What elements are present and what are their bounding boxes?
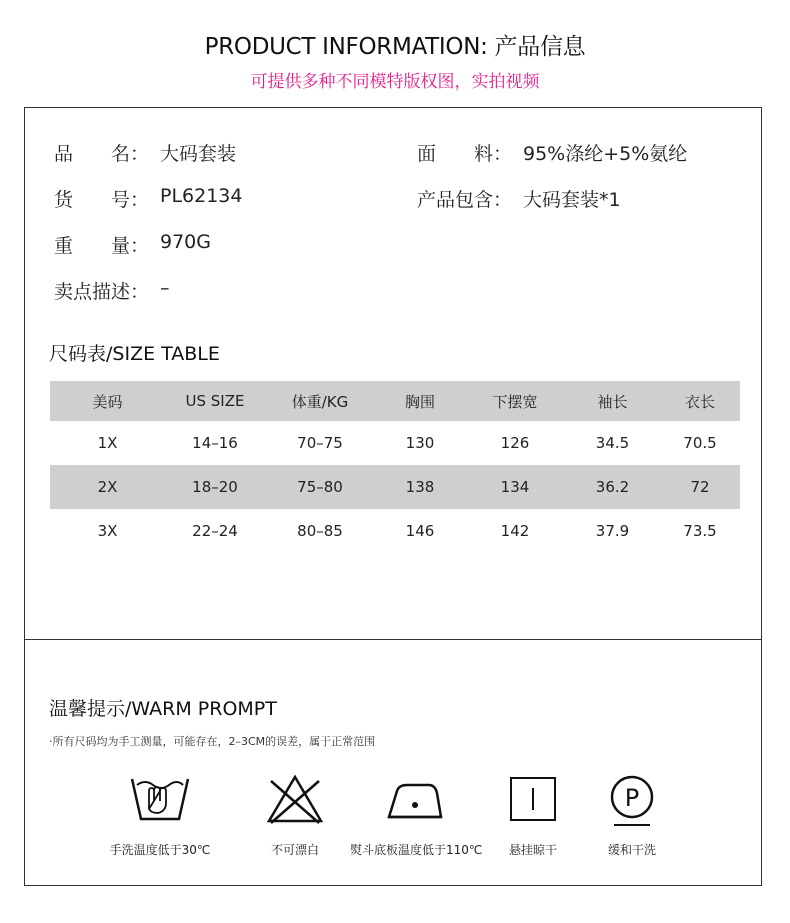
warm-prompt-title: 温馨提示/WARM PROMPT bbox=[49, 698, 277, 720]
info-fabric-row bbox=[417, 139, 688, 166]
info-contents-row bbox=[417, 185, 621, 212]
care-label: 悬挂晾干 bbox=[508, 843, 557, 857]
care-label: 熨斗底板温度低于110℃ bbox=[350, 843, 483, 857]
info-weight-value: 970G bbox=[160, 231, 211, 253]
iron-icon bbox=[385, 773, 445, 825]
care-item-iron bbox=[350, 773, 483, 858]
care-item-hand-wash bbox=[95, 773, 225, 858]
size-table bbox=[50, 381, 740, 553]
section-divider bbox=[25, 639, 761, 640]
table-cell: 18–20 bbox=[192, 478, 238, 496]
size-table-header-cell: 胸围 bbox=[404, 392, 435, 411]
size-table-header-cell: 下摆宽 bbox=[492, 392, 538, 411]
size-table-header-cell: 美码 bbox=[92, 392, 123, 411]
size-table-header-row bbox=[50, 381, 740, 421]
svg-text:P: P bbox=[624, 784, 640, 812]
size-table-header-cell: US SIZE bbox=[185, 392, 245, 410]
page-title: PRODUCT INFORMATION: 产品信息 bbox=[204, 34, 586, 60]
size-table-header-cell: 衣长 bbox=[684, 392, 715, 411]
table-cell: 146 bbox=[405, 522, 435, 540]
table-cell: 138 bbox=[405, 478, 435, 496]
measurement-note: ·所有尺码均为手工测量，可能存在，2–3CM的误差，属于正常范围 bbox=[49, 735, 376, 748]
table-cell: 80–85 bbox=[297, 522, 343, 540]
table-cell: 70.5 bbox=[683, 434, 717, 452]
size-table-title: 尺码表/SIZE TABLE bbox=[49, 343, 220, 365]
size-table-header-cell: 袖长 bbox=[597, 392, 628, 411]
line-dry-icon bbox=[507, 773, 559, 825]
table-cell: 36.2 bbox=[595, 478, 630, 496]
info-name-value: 大码套装 bbox=[160, 143, 237, 165]
table-cell: 75–80 bbox=[297, 478, 343, 496]
info-selling-value: – bbox=[160, 277, 170, 299]
info-weight-label: 重 量： bbox=[54, 235, 150, 257]
table-cell: 2X bbox=[97, 478, 118, 496]
table-cell: 130 bbox=[405, 434, 435, 452]
hand-wash-icon bbox=[127, 773, 193, 825]
table-row bbox=[50, 465, 740, 509]
info-item-no-label: 货 号： bbox=[54, 189, 150, 211]
info-contents-value: 大码套装*1 bbox=[523, 189, 621, 211]
size-table-header-cell: 体重/KG bbox=[291, 392, 349, 411]
table-cell: 73.5 bbox=[683, 522, 717, 540]
no-bleach-icon bbox=[265, 773, 325, 825]
table-cell: 72 bbox=[690, 478, 710, 496]
info-fabric-value: 95%涤纶+5%氨纶 bbox=[523, 143, 688, 165]
table-cell: 134 bbox=[500, 478, 530, 496]
info-selling-label: 卖点描述： bbox=[54, 281, 150, 303]
table-cell: 37.9 bbox=[595, 522, 630, 540]
care-label: 不可漂白 bbox=[270, 843, 319, 857]
table-cell: 22–24 bbox=[192, 522, 238, 540]
table-row bbox=[50, 421, 740, 465]
dry-clean-icon bbox=[606, 773, 658, 829]
info-item-no-value: PL62134 bbox=[160, 185, 243, 207]
care-item-no-bleach bbox=[230, 773, 360, 858]
table-row bbox=[50, 509, 740, 553]
table-cell: 3X bbox=[97, 522, 118, 540]
care-label: 缓和干洗 bbox=[607, 843, 656, 857]
page-subtitle: 可提供多种不同模特版权图，实拍视频 bbox=[250, 72, 540, 92]
care-item-dry-clean bbox=[567, 773, 697, 858]
info-name-row bbox=[54, 139, 237, 166]
info-frame bbox=[24, 107, 762, 886]
info-name-label: 品 名： bbox=[54, 143, 150, 165]
table-cell: 14–16 bbox=[192, 434, 238, 452]
table-cell: 142 bbox=[500, 522, 530, 540]
info-fabric-label: 面 料： bbox=[417, 143, 513, 165]
info-contents-label: 产品包含： bbox=[417, 189, 513, 211]
table-cell: 1X bbox=[97, 434, 118, 452]
table-cell: 70–75 bbox=[297, 434, 343, 452]
care-label: 手洗温度低于30℃ bbox=[109, 843, 211, 857]
table-cell: 126 bbox=[500, 434, 530, 452]
info-weight-row bbox=[54, 231, 211, 258]
info-item-no-row bbox=[54, 185, 243, 212]
info-selling-row bbox=[54, 277, 170, 304]
table-cell: 34.5 bbox=[595, 434, 630, 452]
